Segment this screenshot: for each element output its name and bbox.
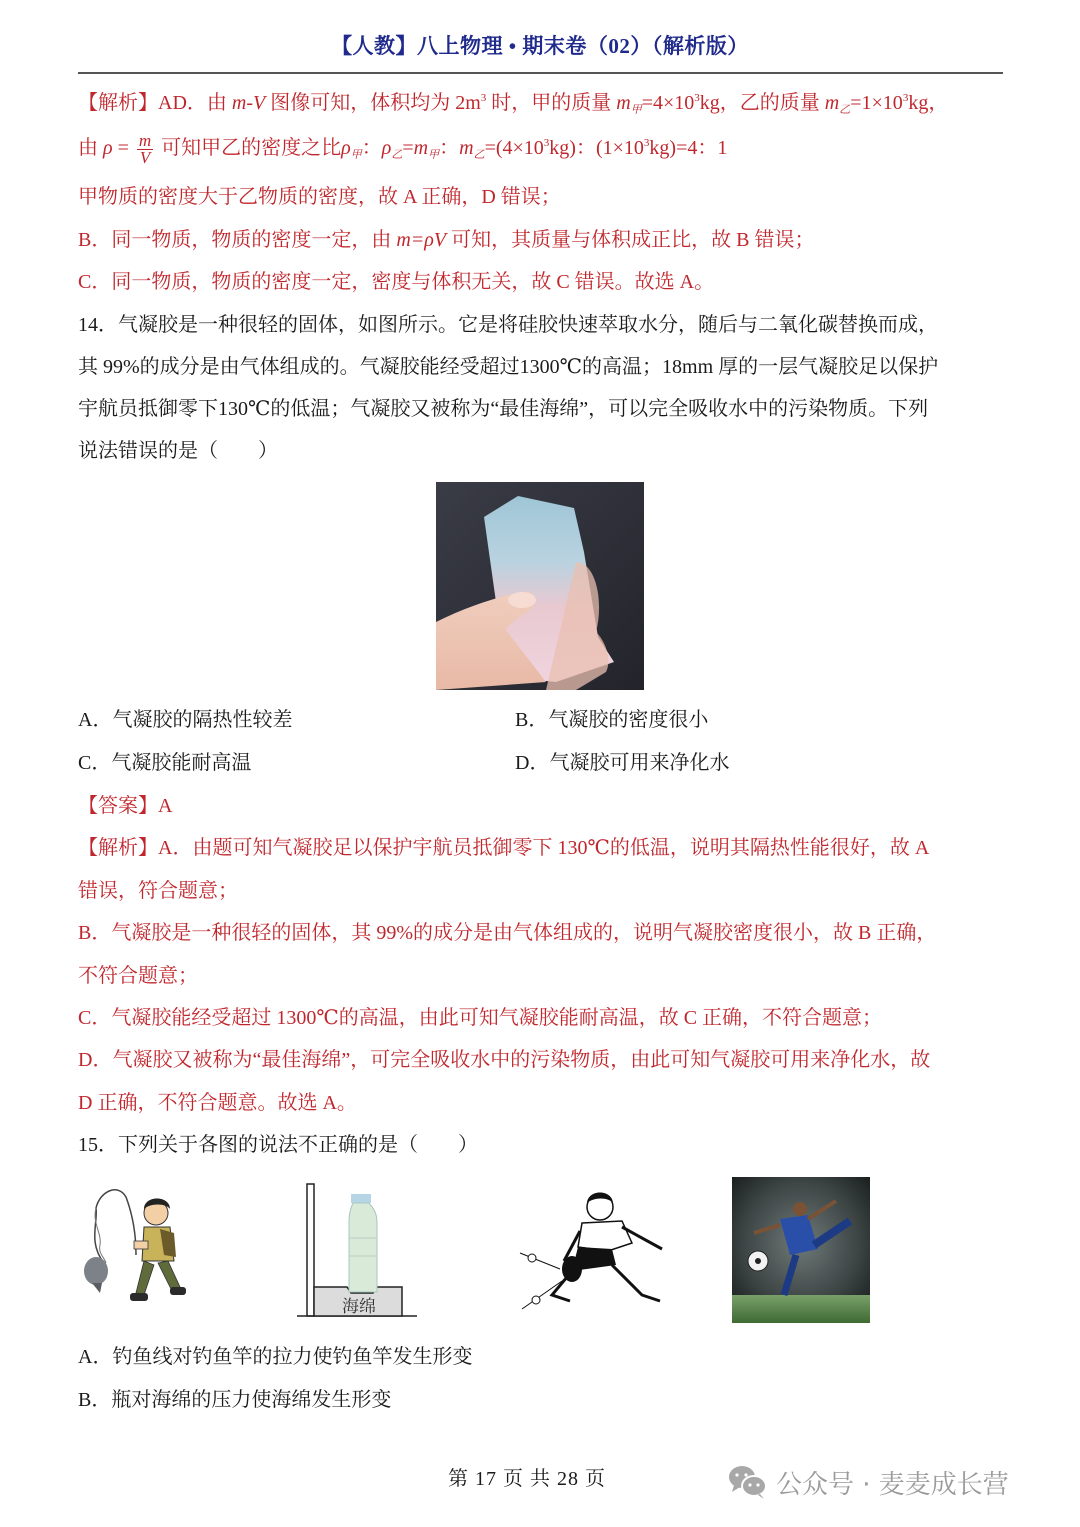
math-rho: ρ <box>381 137 392 159</box>
q14-stem-line-2: 其 99%的成分是由气体组成的。气凝胶能经受超过1300℃的高温；18mm 厚的一层气凝胶足以保护 <box>78 356 939 378</box>
analysis-tag: 【解析】 <box>78 837 158 859</box>
q14-option-c: C．气凝胶能耐高温 <box>78 752 252 774</box>
q13-analysis-line-5: C．同一物质，物质的密度一定，密度与体积无关，故 C 错误。故选 A。 <box>78 271 715 293</box>
text: = <box>112 137 134 159</box>
fraction-denominator: V <box>139 147 151 167</box>
soccer-player-photo-icon <box>732 1177 870 1323</box>
subscript: 乙 <box>391 149 403 161</box>
q14-stem-line-1: 14．气凝胶是一种很轻的固体，如图所示。它是将硅胶快速萃取水分，随后与二氧化碳替换而成， <box>78 314 938 336</box>
wechat-watermark <box>728 1462 1009 1502</box>
text: kg， <box>908 92 949 114</box>
q14-analysis-line-2: 错误，符合题意； <box>78 880 238 902</box>
text: =4×10 <box>641 92 695 114</box>
q14-analysis-line-1 <box>78 836 1008 860</box>
math-m: m <box>413 137 429 159</box>
text: AD．由 <box>158 92 232 114</box>
superscript: 3 <box>543 137 550 149</box>
text: =1×10 <box>850 92 903 114</box>
superscript: 3 <box>694 92 700 104</box>
text: 图像可知，体积均为 2m <box>265 92 481 114</box>
text: 由 <box>78 137 103 159</box>
q13-analysis-line-2 <box>78 131 1008 167</box>
soccer-kick-figure <box>732 1177 870 1323</box>
q14-option-b: B．气凝胶的密度很小 <box>515 709 709 731</box>
page-number: 第 17 页 共 28 页 <box>448 1468 606 1490</box>
text: kg)：(1×10 <box>549 137 644 159</box>
document-header-title: 【人教】八上物理 • 期末卷（02）（解析版） <box>331 34 749 58</box>
subscript: 甲 <box>428 149 440 161</box>
superscript: 3 <box>643 137 650 149</box>
header-divider <box>78 72 1003 74</box>
fishing-figure <box>78 1183 188 1308</box>
q14-stem-line-3: 宇航员抵御零下130℃的低温；气凝胶又被称为“最佳海绵”，可以完全吸收水中的污染物质。下列 <box>78 398 929 420</box>
aerogel-image-icon <box>436 482 644 690</box>
q14-option-a: A．气凝胶的隔热性较差 <box>78 709 293 731</box>
text: 时，甲的质量 <box>486 92 617 114</box>
superscript: 3 <box>902 92 909 104</box>
text: ： <box>361 137 382 159</box>
q13-analysis-line-3: 甲物质的密度大于乙物质的密度，故 A 正确，D 错误； <box>78 186 561 208</box>
q14-answer <box>78 794 1008 818</box>
text: kg，乙的质量 <box>699 92 825 114</box>
q14-analysis-line-5: C．气凝胶能经受超过 1300℃的高温，由此可知气凝胶能耐高温，故 C 正确，不符合题意； <box>78 1007 883 1029</box>
table-tennis-figure <box>512 1183 682 1315</box>
superscript: 3 <box>480 92 487 104</box>
table-tennis-player-icon <box>512 1183 682 1315</box>
text: B．同一物质，物质的密度一定，由 <box>78 229 397 251</box>
wechat-icon <box>728 1464 768 1500</box>
math-rho: ρ <box>341 137 351 159</box>
q15-option-a: A．钓鱼线对钓鱼竿的拉力使钓鱼竿发生形变 <box>78 1346 473 1368</box>
text: =(4×10 <box>484 137 544 159</box>
q13-analysis-line-4 <box>78 228 1008 252</box>
subscript: 乙 <box>473 149 485 161</box>
text: ： <box>439 137 460 159</box>
text: 可知甲乙的密度之比 <box>156 137 342 159</box>
math-m: m <box>616 92 631 114</box>
subscript: 甲 <box>350 149 362 161</box>
aerogel-photo <box>436 482 644 690</box>
watermark-text: 公众号 · 麦麦成长营 <box>776 1469 1009 1500</box>
q14-analysis-line-7: D 正确，不符合题意。故选 A。 <box>78 1092 357 1114</box>
text: kg)=4：1 <box>649 137 728 159</box>
math-m: m <box>824 92 840 114</box>
sponge-label: 海绵 <box>342 1297 376 1317</box>
analysis-tag: 【解析】 <box>78 92 158 114</box>
q15-stem: 15．下列关于各图的说法不正确的是（ ） <box>78 1134 478 1156</box>
subscript: 甲 <box>630 104 642 116</box>
fisherman-icon <box>78 1183 188 1308</box>
q14-stem-line-4: 说法错误的是（ ） <box>78 440 278 462</box>
text: 可知，其质量与体积成正比，故 B 错误； <box>446 229 815 251</box>
subscript: 乙 <box>839 104 851 116</box>
fraction-numerator: m <box>138 130 152 150</box>
q14-option-d: D．气凝胶可用来净化水 <box>515 752 730 774</box>
math-formula: m=ρV <box>396 229 447 251</box>
q13-analysis-line-1 <box>78 86 1008 122</box>
answer-value: A <box>158 795 173 817</box>
density-fraction <box>137 130 153 167</box>
text: = <box>402 137 414 159</box>
math-mv: m-V <box>231 92 266 114</box>
math-rho: ρ <box>103 137 113 159</box>
q14-analysis-line-3: B．气凝胶是一种很轻的固体，其 99%的成分是由气体组成的，说明气凝胶密度很小，故 B 正确， <box>78 922 937 944</box>
q14-analysis-line-4: 不符合题意； <box>78 965 198 987</box>
bottle-on-sponge-figure <box>295 1180 420 1320</box>
math-m: m <box>459 137 474 159</box>
text: A．由题可知气凝胶足以保护宇航员抵御零下 130℃的低温，说明其隔热性能很好，故 A <box>158 837 930 859</box>
answer-tag: 【答案】 <box>78 795 158 817</box>
q15-option-b: B．瓶对海绵的压力使海绵发生形变 <box>78 1389 392 1411</box>
q14-analysis-line-6: D．气凝胶又被称为“最佳海绵”，可完全吸收水中的污染物质，由此可知气凝胶可用来净化水，故 <box>78 1049 931 1071</box>
